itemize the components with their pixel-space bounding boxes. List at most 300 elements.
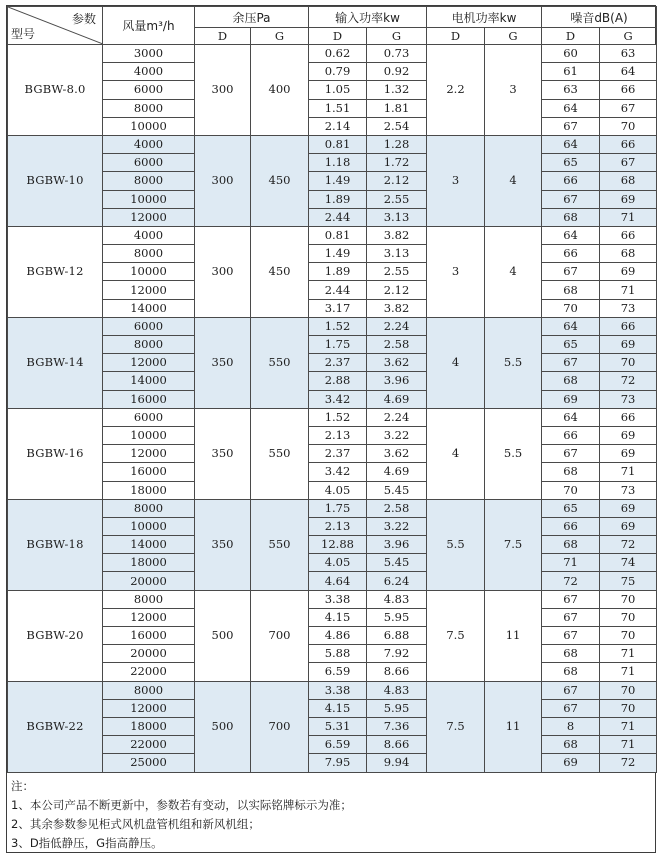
model-group: [8, 45, 657, 136]
table-row: [8, 63, 657, 81]
noise-d-cell: 65: [542, 499, 600, 517]
noise-d-cell: 69: [542, 390, 600, 408]
table-row: [8, 736, 657, 754]
input-power-d-cell: 6.59: [309, 663, 367, 681]
input-power-d-cell: 0.81: [309, 226, 367, 244]
input-power-g-cell: 6.24: [367, 572, 427, 590]
header-param-label: 参数: [71, 12, 96, 26]
noise-g-cell: 71: [600, 645, 657, 663]
input-power-d-cell: 1.51: [309, 99, 367, 117]
model-cell: BGBW-16: [8, 408, 103, 499]
table-row: [8, 154, 657, 172]
input-power-g-cell: 0.73: [367, 45, 427, 63]
pressure-g-cell: 400: [251, 45, 309, 136]
spec-table: [7, 6, 657, 773]
noise-d-cell: 67: [542, 627, 600, 645]
input-power-g-cell: 2.58: [367, 499, 427, 517]
noise-d-cell: 68: [542, 663, 600, 681]
airflow-cell: 18000: [103, 481, 195, 499]
input-power-g-cell: 1.81: [367, 99, 427, 117]
airflow-cell: 12000: [103, 699, 195, 717]
motor-power-d-cell: 3: [427, 226, 485, 317]
noise-d-cell: 65: [542, 336, 600, 354]
table-row: [8, 627, 657, 645]
airflow-cell: 12000: [103, 208, 195, 226]
input-power-g-cell: 3.22: [367, 426, 427, 444]
motor-power-d-cell: 7.5: [427, 681, 485, 772]
pressure-g-cell: 550: [251, 499, 309, 590]
note-item: 1、本公司产品不断更新中，参数若有变动，以实际铭牌标示为准；: [11, 798, 352, 812]
input-power-g-cell: 3.13: [367, 208, 427, 226]
airflow-cell: 8000: [103, 499, 195, 517]
noise-g-cell: 70: [600, 354, 657, 372]
motor-power-d-cell: 5.5: [427, 499, 485, 590]
input-power-d-cell: 3.42: [309, 390, 367, 408]
input-power-g-cell: 4.69: [367, 463, 427, 481]
noise-g-cell: 66: [600, 408, 657, 426]
table-row: [8, 45, 657, 63]
model-cell: BGBW-22: [8, 681, 103, 772]
noise-g-cell: 70: [600, 699, 657, 717]
noise-d-cell: 70: [542, 481, 600, 499]
noise-d-cell: 66: [542, 172, 600, 190]
airflow-cell: 22000: [103, 736, 195, 754]
airflow-cell: 22000: [103, 663, 195, 681]
pressure-g-cell: 450: [251, 135, 309, 226]
airflow-cell: 8000: [103, 336, 195, 354]
input-power-g-cell: 9.94: [367, 754, 427, 772]
noise-d-cell: 8: [542, 717, 600, 735]
input-power-d-cell: 1.89: [309, 263, 367, 281]
noise-g-cell: 71: [600, 663, 657, 681]
motor-power-g-cell: 7.5: [485, 499, 542, 590]
input-power-g-cell: 4.83: [367, 590, 427, 608]
table-row: [8, 226, 657, 244]
motor-power-g-cell: 5.5: [485, 408, 542, 499]
motor-power-g-cell: 4: [485, 226, 542, 317]
table-row: [8, 190, 657, 208]
noise-d-cell: 67: [542, 608, 600, 626]
table-row: [8, 354, 657, 372]
input-power-d-cell: 1.52: [309, 408, 367, 426]
motor-power-g-cell: 4: [485, 135, 542, 226]
header-pressure-d: D: [195, 28, 251, 45]
pressure-g-cell: 550: [251, 317, 309, 408]
airflow-cell: 16000: [103, 390, 195, 408]
input-power-g-cell: 5.95: [367, 608, 427, 626]
noise-g-cell: 72: [600, 536, 657, 554]
input-power-d-cell: 1.49: [309, 245, 367, 263]
note-item: 2、其余参数参见柜式风机盘管机组和新风机组；: [11, 817, 260, 831]
input-power-d-cell: 2.37: [309, 445, 367, 463]
noise-g-cell: 70: [600, 117, 657, 135]
input-power-g-cell: 1.28: [367, 135, 427, 153]
table-row: [8, 299, 657, 317]
noise-d-cell: 66: [542, 245, 600, 263]
noise-g-cell: 69: [600, 263, 657, 281]
note-item: 3、D指低静压，G指高静压。: [11, 836, 163, 850]
noise-g-cell: 63: [600, 45, 657, 63]
noise-g-cell: 75: [600, 572, 657, 590]
motor-power-d-cell: 3: [427, 135, 485, 226]
table-row: [8, 590, 657, 608]
pressure-g-cell: 700: [251, 681, 309, 772]
input-power-d-cell: 2.37: [309, 354, 367, 372]
airflow-cell: 14000: [103, 372, 195, 390]
airflow-cell: 16000: [103, 463, 195, 481]
model-group: [8, 135, 657, 226]
noise-d-cell: 68: [542, 645, 600, 663]
airflow-cell: 18000: [103, 717, 195, 735]
input-power-d-cell: 1.49: [309, 172, 367, 190]
noise-d-cell: 64: [542, 226, 600, 244]
noise-g-cell: 73: [600, 390, 657, 408]
motor-power-d-cell: 7.5: [427, 590, 485, 681]
airflow-cell: 6000: [103, 81, 195, 99]
input-power-g-cell: 3.96: [367, 372, 427, 390]
table-row: [8, 372, 657, 390]
table-row: [8, 699, 657, 717]
airflow-cell: 16000: [103, 627, 195, 645]
input-power-d-cell: 5.31: [309, 717, 367, 735]
header-motor-power: 电机功率kw: [427, 7, 542, 28]
airflow-cell: 10000: [103, 426, 195, 444]
header-noise-g: G: [600, 28, 657, 45]
table-row: [8, 317, 657, 335]
pressure-d-cell: 350: [195, 408, 251, 499]
noise-g-cell: 73: [600, 299, 657, 317]
input-power-d-cell: 1.05: [309, 81, 367, 99]
model-group: [8, 681, 657, 772]
header-noise: 噪音dB(A): [542, 7, 657, 28]
noise-d-cell: 67: [542, 263, 600, 281]
input-power-g-cell: 3.82: [367, 299, 427, 317]
input-power-d-cell: 4.05: [309, 481, 367, 499]
noise-g-cell: 69: [600, 499, 657, 517]
table-row: [8, 81, 657, 99]
motor-power-g-cell: 3: [485, 45, 542, 136]
pressure-g-cell: 550: [251, 408, 309, 499]
input-power-d-cell: 2.13: [309, 426, 367, 444]
airflow-cell: 14000: [103, 536, 195, 554]
input-power-g-cell: 1.72: [367, 154, 427, 172]
airflow-cell: 25000: [103, 754, 195, 772]
header-corner-cell: [8, 7, 103, 45]
noise-g-cell: 69: [600, 445, 657, 463]
header-pressure: 余压Pa: [195, 7, 309, 28]
input-power-g-cell: 2.12: [367, 172, 427, 190]
header-input-d: D: [309, 28, 367, 45]
airflow-cell: 8000: [103, 681, 195, 699]
noise-g-cell: 71: [600, 463, 657, 481]
noise-d-cell: 64: [542, 135, 600, 153]
noise-d-cell: 64: [542, 317, 600, 335]
model-group: [8, 408, 657, 499]
model-cell: BGBW-14: [8, 317, 103, 408]
pressure-d-cell: 300: [195, 135, 251, 226]
airflow-cell: 8000: [103, 172, 195, 190]
airflow-cell: 4000: [103, 135, 195, 153]
motor-power-g-cell: 5.5: [485, 317, 542, 408]
input-power-g-cell: 2.24: [367, 408, 427, 426]
notes-section: [7, 777, 655, 853]
input-power-g-cell: 3.13: [367, 245, 427, 263]
noise-d-cell: 68: [542, 736, 600, 754]
table-row: [8, 681, 657, 699]
table-row: [8, 463, 657, 481]
airflow-cell: 4000: [103, 63, 195, 81]
noise-d-cell: 67: [542, 681, 600, 699]
noise-g-cell: 71: [600, 717, 657, 735]
noise-d-cell: 67: [542, 117, 600, 135]
input-power-g-cell: 0.92: [367, 63, 427, 81]
input-power-d-cell: 7.95: [309, 754, 367, 772]
header-airflow: 风量m³/h: [103, 7, 195, 45]
pressure-d-cell: 500: [195, 590, 251, 681]
noise-d-cell: 61: [542, 63, 600, 81]
input-power-g-cell: 3.62: [367, 445, 427, 463]
input-power-d-cell: 3.38: [309, 681, 367, 699]
table-row: [8, 572, 657, 590]
model-cell: BGBW-10: [8, 135, 103, 226]
input-power-g-cell: 3.22: [367, 517, 427, 535]
table-row: [8, 481, 657, 499]
input-power-g-cell: 2.55: [367, 190, 427, 208]
input-power-d-cell: 6.59: [309, 736, 367, 754]
input-power-d-cell: 1.75: [309, 499, 367, 517]
noise-g-cell: 69: [600, 517, 657, 535]
noise-g-cell: 68: [600, 245, 657, 263]
input-power-g-cell: 2.24: [367, 317, 427, 335]
airflow-cell: 10000: [103, 263, 195, 281]
noise-d-cell: 64: [542, 99, 600, 117]
table-row: [8, 554, 657, 572]
pressure-g-cell: 700: [251, 590, 309, 681]
airflow-cell: 8000: [103, 245, 195, 263]
pressure-d-cell: 350: [195, 499, 251, 590]
airflow-cell: 8000: [103, 99, 195, 117]
input-power-g-cell: 3.62: [367, 354, 427, 372]
input-power-g-cell: 5.45: [367, 554, 427, 572]
header-motor-d: D: [427, 28, 485, 45]
table-row: [8, 536, 657, 554]
airflow-cell: 12000: [103, 281, 195, 299]
input-power-g-cell: 6.88: [367, 627, 427, 645]
model-group: [8, 590, 657, 681]
airflow-cell: 10000: [103, 117, 195, 135]
input-power-d-cell: 12.88: [309, 536, 367, 554]
input-power-d-cell: 2.44: [309, 208, 367, 226]
airflow-cell: 3000: [103, 45, 195, 63]
table-row: [8, 99, 657, 117]
input-power-d-cell: 4.15: [309, 608, 367, 626]
motor-power-d-cell: 4: [427, 408, 485, 499]
pressure-d-cell: 300: [195, 226, 251, 317]
noise-d-cell: 67: [542, 190, 600, 208]
motor-power-d-cell: 2.2: [427, 45, 485, 136]
noise-g-cell: 69: [600, 190, 657, 208]
noise-d-cell: 71: [542, 554, 600, 572]
airflow-cell: 10000: [103, 517, 195, 535]
input-power-d-cell: 1.52: [309, 317, 367, 335]
input-power-d-cell: 3.17: [309, 299, 367, 317]
table-row: [8, 117, 657, 135]
noise-d-cell: 69: [542, 754, 600, 772]
input-power-d-cell: 1.89: [309, 190, 367, 208]
input-power-g-cell: 7.36: [367, 717, 427, 735]
table-row: [8, 717, 657, 735]
input-power-d-cell: 2.14: [309, 117, 367, 135]
noise-g-cell: 72: [600, 754, 657, 772]
input-power-d-cell: 2.88: [309, 372, 367, 390]
noise-d-cell: 67: [542, 590, 600, 608]
input-power-g-cell: 3.96: [367, 536, 427, 554]
input-power-g-cell: 2.54: [367, 117, 427, 135]
noise-g-cell: 71: [600, 208, 657, 226]
noise-g-cell: 70: [600, 627, 657, 645]
airflow-cell: 10000: [103, 190, 195, 208]
noise-d-cell: 68: [542, 463, 600, 481]
input-power-g-cell: 8.66: [367, 663, 427, 681]
table-row: [8, 645, 657, 663]
table-row: [8, 754, 657, 772]
noise-d-cell: 68: [542, 372, 600, 390]
motor-power-g-cell: 11: [485, 681, 542, 772]
noise-g-cell: 67: [600, 154, 657, 172]
header-pressure-g: G: [251, 28, 309, 45]
airflow-cell: 14000: [103, 299, 195, 317]
pressure-d-cell: 350: [195, 317, 251, 408]
model-group: [8, 317, 657, 408]
table-row: [8, 445, 657, 463]
model-cell: BGBW-12: [8, 226, 103, 317]
airflow-cell: 8000: [103, 590, 195, 608]
input-power-g-cell: 5.45: [367, 481, 427, 499]
notes-heading: 注：: [11, 779, 34, 793]
noise-g-cell: 70: [600, 608, 657, 626]
input-power-g-cell: 2.12: [367, 281, 427, 299]
model-cell: BGBW-20: [8, 590, 103, 681]
input-power-g-cell: 4.83: [367, 681, 427, 699]
input-power-d-cell: 4.15: [309, 699, 367, 717]
model-group: [8, 226, 657, 317]
spec-sheet: [6, 5, 656, 853]
input-power-g-cell: 5.95: [367, 699, 427, 717]
table-row: [8, 172, 657, 190]
motor-power-d-cell: 4: [427, 317, 485, 408]
input-power-d-cell: 3.38: [309, 590, 367, 608]
input-power-d-cell: 3.42: [309, 463, 367, 481]
noise-g-cell: 66: [600, 226, 657, 244]
noise-d-cell: 64: [542, 408, 600, 426]
airflow-cell: 12000: [103, 608, 195, 626]
noise-d-cell: 65: [542, 154, 600, 172]
noise-d-cell: 63: [542, 81, 600, 99]
table-row: [8, 499, 657, 517]
input-power-d-cell: 2.44: [309, 281, 367, 299]
input-power-d-cell: 4.64: [309, 572, 367, 590]
noise-d-cell: 72: [542, 572, 600, 590]
pressure-d-cell: 300: [195, 45, 251, 136]
header-input-power: 输入功率kw: [309, 7, 427, 28]
noise-g-cell: 69: [600, 336, 657, 354]
noise-d-cell: 67: [542, 445, 600, 463]
airflow-cell: 12000: [103, 354, 195, 372]
table-row: [8, 663, 657, 681]
noise-g-cell: 71: [600, 281, 657, 299]
airflow-cell: 6000: [103, 154, 195, 172]
input-power-d-cell: 0.62: [309, 45, 367, 63]
input-power-d-cell: 2.13: [309, 517, 367, 535]
noise-d-cell: 67: [542, 354, 600, 372]
input-power-d-cell: 5.88: [309, 645, 367, 663]
input-power-g-cell: 7.92: [367, 645, 427, 663]
noise-g-cell: 70: [600, 681, 657, 699]
table-row: [8, 245, 657, 263]
input-power-d-cell: 0.79: [309, 63, 367, 81]
noise-d-cell: 68: [542, 208, 600, 226]
model-cell: BGBW-8.0: [8, 45, 103, 136]
header-model-label: 型号: [11, 27, 36, 41]
input-power-d-cell: 4.86: [309, 627, 367, 645]
input-power-g-cell: 2.55: [367, 263, 427, 281]
noise-g-cell: 74: [600, 554, 657, 572]
input-power-d-cell: 1.75: [309, 336, 367, 354]
input-power-d-cell: 1.18: [309, 154, 367, 172]
noise-g-cell: 66: [600, 317, 657, 335]
noise-d-cell: 70: [542, 299, 600, 317]
table-row: [8, 336, 657, 354]
noise-g-cell: 70: [600, 590, 657, 608]
model-cell: BGBW-18: [8, 499, 103, 590]
airflow-cell: 6000: [103, 317, 195, 335]
input-power-g-cell: 1.32: [367, 81, 427, 99]
input-power-d-cell: 0.81: [309, 135, 367, 153]
airflow-cell: 18000: [103, 554, 195, 572]
airflow-cell: 20000: [103, 572, 195, 590]
pressure-g-cell: 450: [251, 226, 309, 317]
table-row: [8, 426, 657, 444]
table-row: [8, 408, 657, 426]
input-power-g-cell: 8.66: [367, 736, 427, 754]
header-input-g: G: [367, 28, 427, 45]
header-motor-g: G: [485, 28, 542, 45]
noise-g-cell: 71: [600, 736, 657, 754]
noise-d-cell: 66: [542, 426, 600, 444]
airflow-cell: 4000: [103, 226, 195, 244]
noise-g-cell: 66: [600, 135, 657, 153]
header-noise-d: D: [542, 28, 600, 45]
airflow-cell: 12000: [103, 445, 195, 463]
input-power-g-cell: 3.82: [367, 226, 427, 244]
table-row: [8, 608, 657, 626]
input-power-d-cell: 4.05: [309, 554, 367, 572]
input-power-g-cell: 2.58: [367, 336, 427, 354]
noise-g-cell: 73: [600, 481, 657, 499]
pressure-d-cell: 500: [195, 681, 251, 772]
table-row: [8, 390, 657, 408]
noise-g-cell: 68: [600, 172, 657, 190]
table-row: [8, 263, 657, 281]
noise-d-cell: 68: [542, 281, 600, 299]
motor-power-g-cell: 11: [485, 590, 542, 681]
table-row: [8, 135, 657, 153]
noise-d-cell: 60: [542, 45, 600, 63]
input-power-g-cell: 4.69: [367, 390, 427, 408]
noise-g-cell: 72: [600, 372, 657, 390]
table-row: [8, 281, 657, 299]
table-row: [8, 517, 657, 535]
